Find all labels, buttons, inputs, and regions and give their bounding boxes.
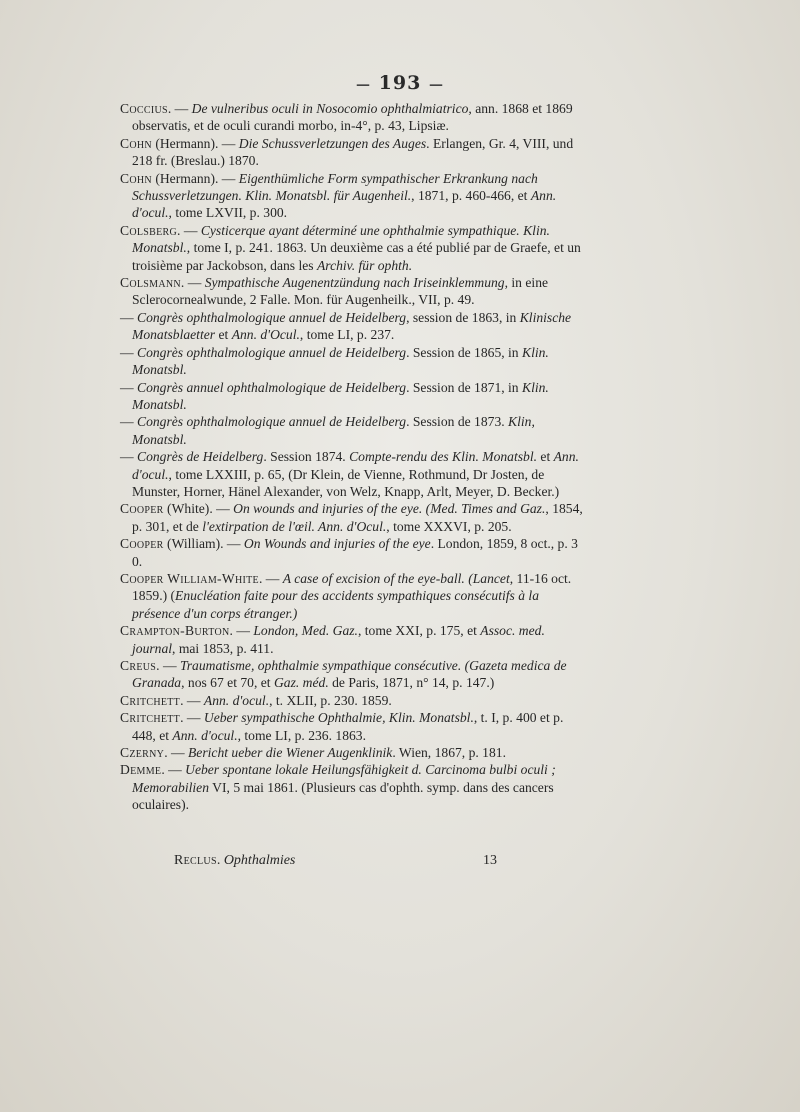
entry-text: et [537, 449, 554, 465]
entry-title-italic: On Wounds and injuries of the eye [243, 536, 431, 552]
entry-text: (William). — [163, 536, 244, 552]
entry-title-italic: Gaz. méd. [273, 675, 329, 691]
entry-text: . Wien, 1867, p. 181. [392, 745, 506, 761]
bibliography-entry [120, 570, 590, 622]
entry-author: Cooper William-White [120, 570, 259, 586]
entry-text: . Session de 1865, in [406, 344, 523, 360]
page-number: 193 [378, 72, 422, 94]
bibliography-entry [120, 344, 590, 379]
entry-author: Colsberg [120, 222, 178, 238]
entry-title-italic: Congrès de Heidelberg [137, 449, 264, 465]
entry-text: , 1854, p. 301, et de [132, 501, 583, 534]
entry-text: . Session de 1873. [406, 414, 509, 430]
bibliography-entry [120, 535, 590, 570]
bibliography-entry [120, 309, 590, 344]
entry-text: — [120, 414, 137, 430]
entry-text: . — [177, 222, 201, 238]
entry-text: , tome LXXIII, p. 65, (Dr Klein, de Vienne, Rothmund, Dr Josten, de Munster, Horner, Hänel Alexander, von Welz, Knapp, Arlt, Meyer, D. Becker.) [132, 466, 560, 499]
bibliography-entry [120, 692, 590, 709]
bibliography-entry [120, 761, 590, 813]
bibliography-entry [120, 222, 590, 274]
entry-title-italic: Ueber sympathische Ophthalmie, Klin. Monatsbl. [203, 710, 474, 726]
entry-text: . Session 1874. [263, 449, 350, 465]
entry-text: , tome LXVII, p. 300. [168, 205, 288, 221]
entry-text: . — [180, 692, 204, 708]
bibliography-entry [120, 274, 590, 309]
entry-author: Demme [120, 762, 162, 778]
entry-text: et [215, 327, 232, 343]
entry-title-italic: Congrès annuel ophthalmologique de Heidelberg [137, 379, 407, 395]
entry-title-italic: Klin, Monatsbl. [132, 414, 535, 447]
entry-text: — [120, 344, 137, 360]
entry-text: , tome LI, p. 237. [299, 327, 395, 343]
entry-text: . London, 1859, 8 oct., p. 3 0. [132, 536, 578, 569]
header-dash-left: — [356, 77, 372, 93]
entry-title-italic: Die Schussverletzungen des Auges [238, 135, 427, 151]
entry-title-italic: Sympathische Augenentzündung nach Iriseinklemmung [204, 275, 505, 291]
entry-text: (Hermann). — [151, 170, 239, 186]
header-dash-right: — [428, 77, 444, 93]
entry-text: , in eine Sclerocornealwunde, 2 Falle. Mon. für Augenheilk., VII, p. 49. [132, 275, 549, 308]
signature-author: Reclus [174, 853, 217, 868]
entry-text: , tome XXI, p. 175, et [357, 623, 481, 639]
entry-text: . — [164, 745, 188, 761]
entry-title-italic: Ueber spontane lokale Heilungsfähigkeit d. Carcinoma bulbi oculi ; Memorabilien [132, 762, 556, 795]
bibliography-entry [120, 709, 590, 744]
entry-text: , 1871, p. 460-466, et [411, 188, 531, 204]
entry-title-italic: A case of excision of the eye-ball. (Lancet [282, 570, 510, 586]
bibliography-entry [120, 100, 590, 135]
entry-title-italic: Ann. d'ocul. [132, 449, 579, 482]
entry-text: , session de 1863, in [406, 309, 520, 325]
entry-title-italic: De vulneribus oculi in Nosocomio ophthalmiatrico [191, 101, 469, 116]
entry-author: Coccius [120, 101, 168, 116]
entry-title-italic: Congrès ophthalmologique annuel de Heidelberg [137, 344, 407, 360]
entry-title-italic: Ann. d'Ocul. [231, 327, 300, 343]
signature-title: Ophthalmies [223, 853, 296, 868]
entry-title-italic: Compte-rendu des Klin. Monatsbl. [349, 449, 538, 465]
entry-author: Cohn [120, 135, 152, 151]
entry-author: Cooper [120, 501, 164, 517]
entry-title-italic: Archiv. für ophth. [316, 257, 413, 273]
entry-title-italic: Congrès ophthalmologique annuel de Heidelberg [137, 309, 407, 325]
entry-text: . — [229, 623, 254, 639]
entry-text: . — [167, 101, 192, 116]
entry-title-italic: Klinische Monatsblaetter [132, 309, 572, 343]
entry-title-italic: Assoc. med. journal [132, 623, 545, 656]
entry-title-italic: l'extirpation de l'œil. Ann. d'Ocul. [202, 518, 387, 534]
page-footer: Reclus. Ophthalmies 13 [174, 853, 497, 868]
entry-author: Critchett [120, 692, 181, 708]
entry-text: . — [258, 570, 283, 586]
entry-author: Cohn [120, 170, 152, 186]
entry-author: Crampton-Burton [120, 623, 230, 639]
entry-text: (Hermann). — [151, 135, 239, 151]
bibliography-entry [120, 448, 590, 500]
bibliography-entry [120, 379, 590, 414]
entry-author: Cooper [120, 536, 164, 552]
entry-title-italic: Ann. d'ocul. [132, 188, 557, 221]
entry-text: , t. XLII, p. 230. 1859. [269, 692, 392, 708]
entry-title-italic: On wounds and injuries of the eye. (Med. Times and Gaz. [233, 501, 546, 517]
entry-text: — [120, 309, 137, 325]
entry-text: — [120, 379, 137, 395]
entry-title-italic: Congrès ophthalmologique annuel de Heidelberg [137, 414, 407, 430]
entry-title-italic: Bericht ueber die Wiener Augenklinik [188, 745, 393, 761]
bibliography-entry [120, 657, 590, 692]
entry-text: , tome XXXVI, p. 205. [386, 518, 512, 534]
bibliography-entry [120, 500, 590, 535]
entry-title-italic: Traumatisme, ophthalmie sympathique consécutive. (Gazeta medica de Granada [132, 658, 567, 691]
entry-author: Creus [120, 658, 157, 673]
entry-title-italic: Ann. d'ocul. [172, 727, 238, 743]
entry-text: , ann. 1868 et 1869 observatis, et de oculi curandi morbo, in-4°, p. 43, Lipsiæ. [132, 101, 573, 134]
entry-title-italic: Klin. Monatsbl. [132, 344, 549, 378]
bibliography-entry [120, 622, 590, 657]
entry-title-italic: Enucléation faite pour des accidents sympathiques consécutifs à la présence d'un corps étranger.) [132, 588, 539, 621]
entry-text: , 11-16 oct. 1859.) ( [132, 570, 572, 604]
entry-author: Colsmann [120, 275, 181, 291]
entry-text: de Paris, 1871, n° 14, p. 147.) [328, 675, 495, 691]
entry-text: . Session de 1871, in [406, 379, 523, 395]
entry-text: . — [180, 710, 204, 726]
entry-title-italic: Klin. Monatsbl. [132, 379, 549, 412]
entry-text: , mai 1853, p. 411. [172, 640, 274, 656]
bibliography-entry [120, 170, 590, 222]
entry-text: (White). — [163, 501, 234, 517]
entry-text: . Erlangen, Gr. 4, VIII, und 218 fr. (Breslau.) 1870. [132, 135, 574, 169]
bibliography-entry [120, 413, 590, 448]
entry-title-italic: Ann. d'ocul. [203, 692, 270, 708]
entry-text: , t. I, p. 400 et p. 448, et [132, 710, 564, 743]
bibliography-entry [120, 744, 590, 761]
entry-text: . — [180, 275, 205, 291]
entry-author: Czerny [120, 745, 165, 761]
entry-text: , tome LI, p. 236. 1863. [237, 727, 366, 743]
entry-text: . — [156, 658, 180, 673]
entry-text: , nos 67 et 70, et [181, 675, 274, 691]
entry-author: Critchett [120, 710, 181, 726]
entry-text: VI, 5 mai 1861. (Plusieurs cas d'ophth. symp. dans des cancers oculaires). [132, 779, 554, 813]
entry-title-italic: Eigenthümliche Form sympathischer Erkrankung nach Schussverletzungen. Klin. Monatsbl. für Augenheil. [132, 170, 538, 204]
entry-text: — [120, 449, 137, 465]
bibliography-entry [120, 135, 590, 170]
page-number-header [0, 72, 800, 94]
entry-text: , tome I, p. 241. 1863. Un deuxième cas a été publié par de Graefe, et un troisième par Jackobson, dans les [132, 240, 581, 273]
bibliography-list [120, 100, 590, 814]
entry-title-italic: Cysticerque ayant déterminé une ophthalmie sympathique. Klin. Monatsbl. [132, 222, 550, 256]
entry-text: . — [161, 762, 186, 778]
entry-title-italic: London, Med. Gaz. [253, 623, 358, 639]
sheet-number: 13 [483, 853, 497, 868]
